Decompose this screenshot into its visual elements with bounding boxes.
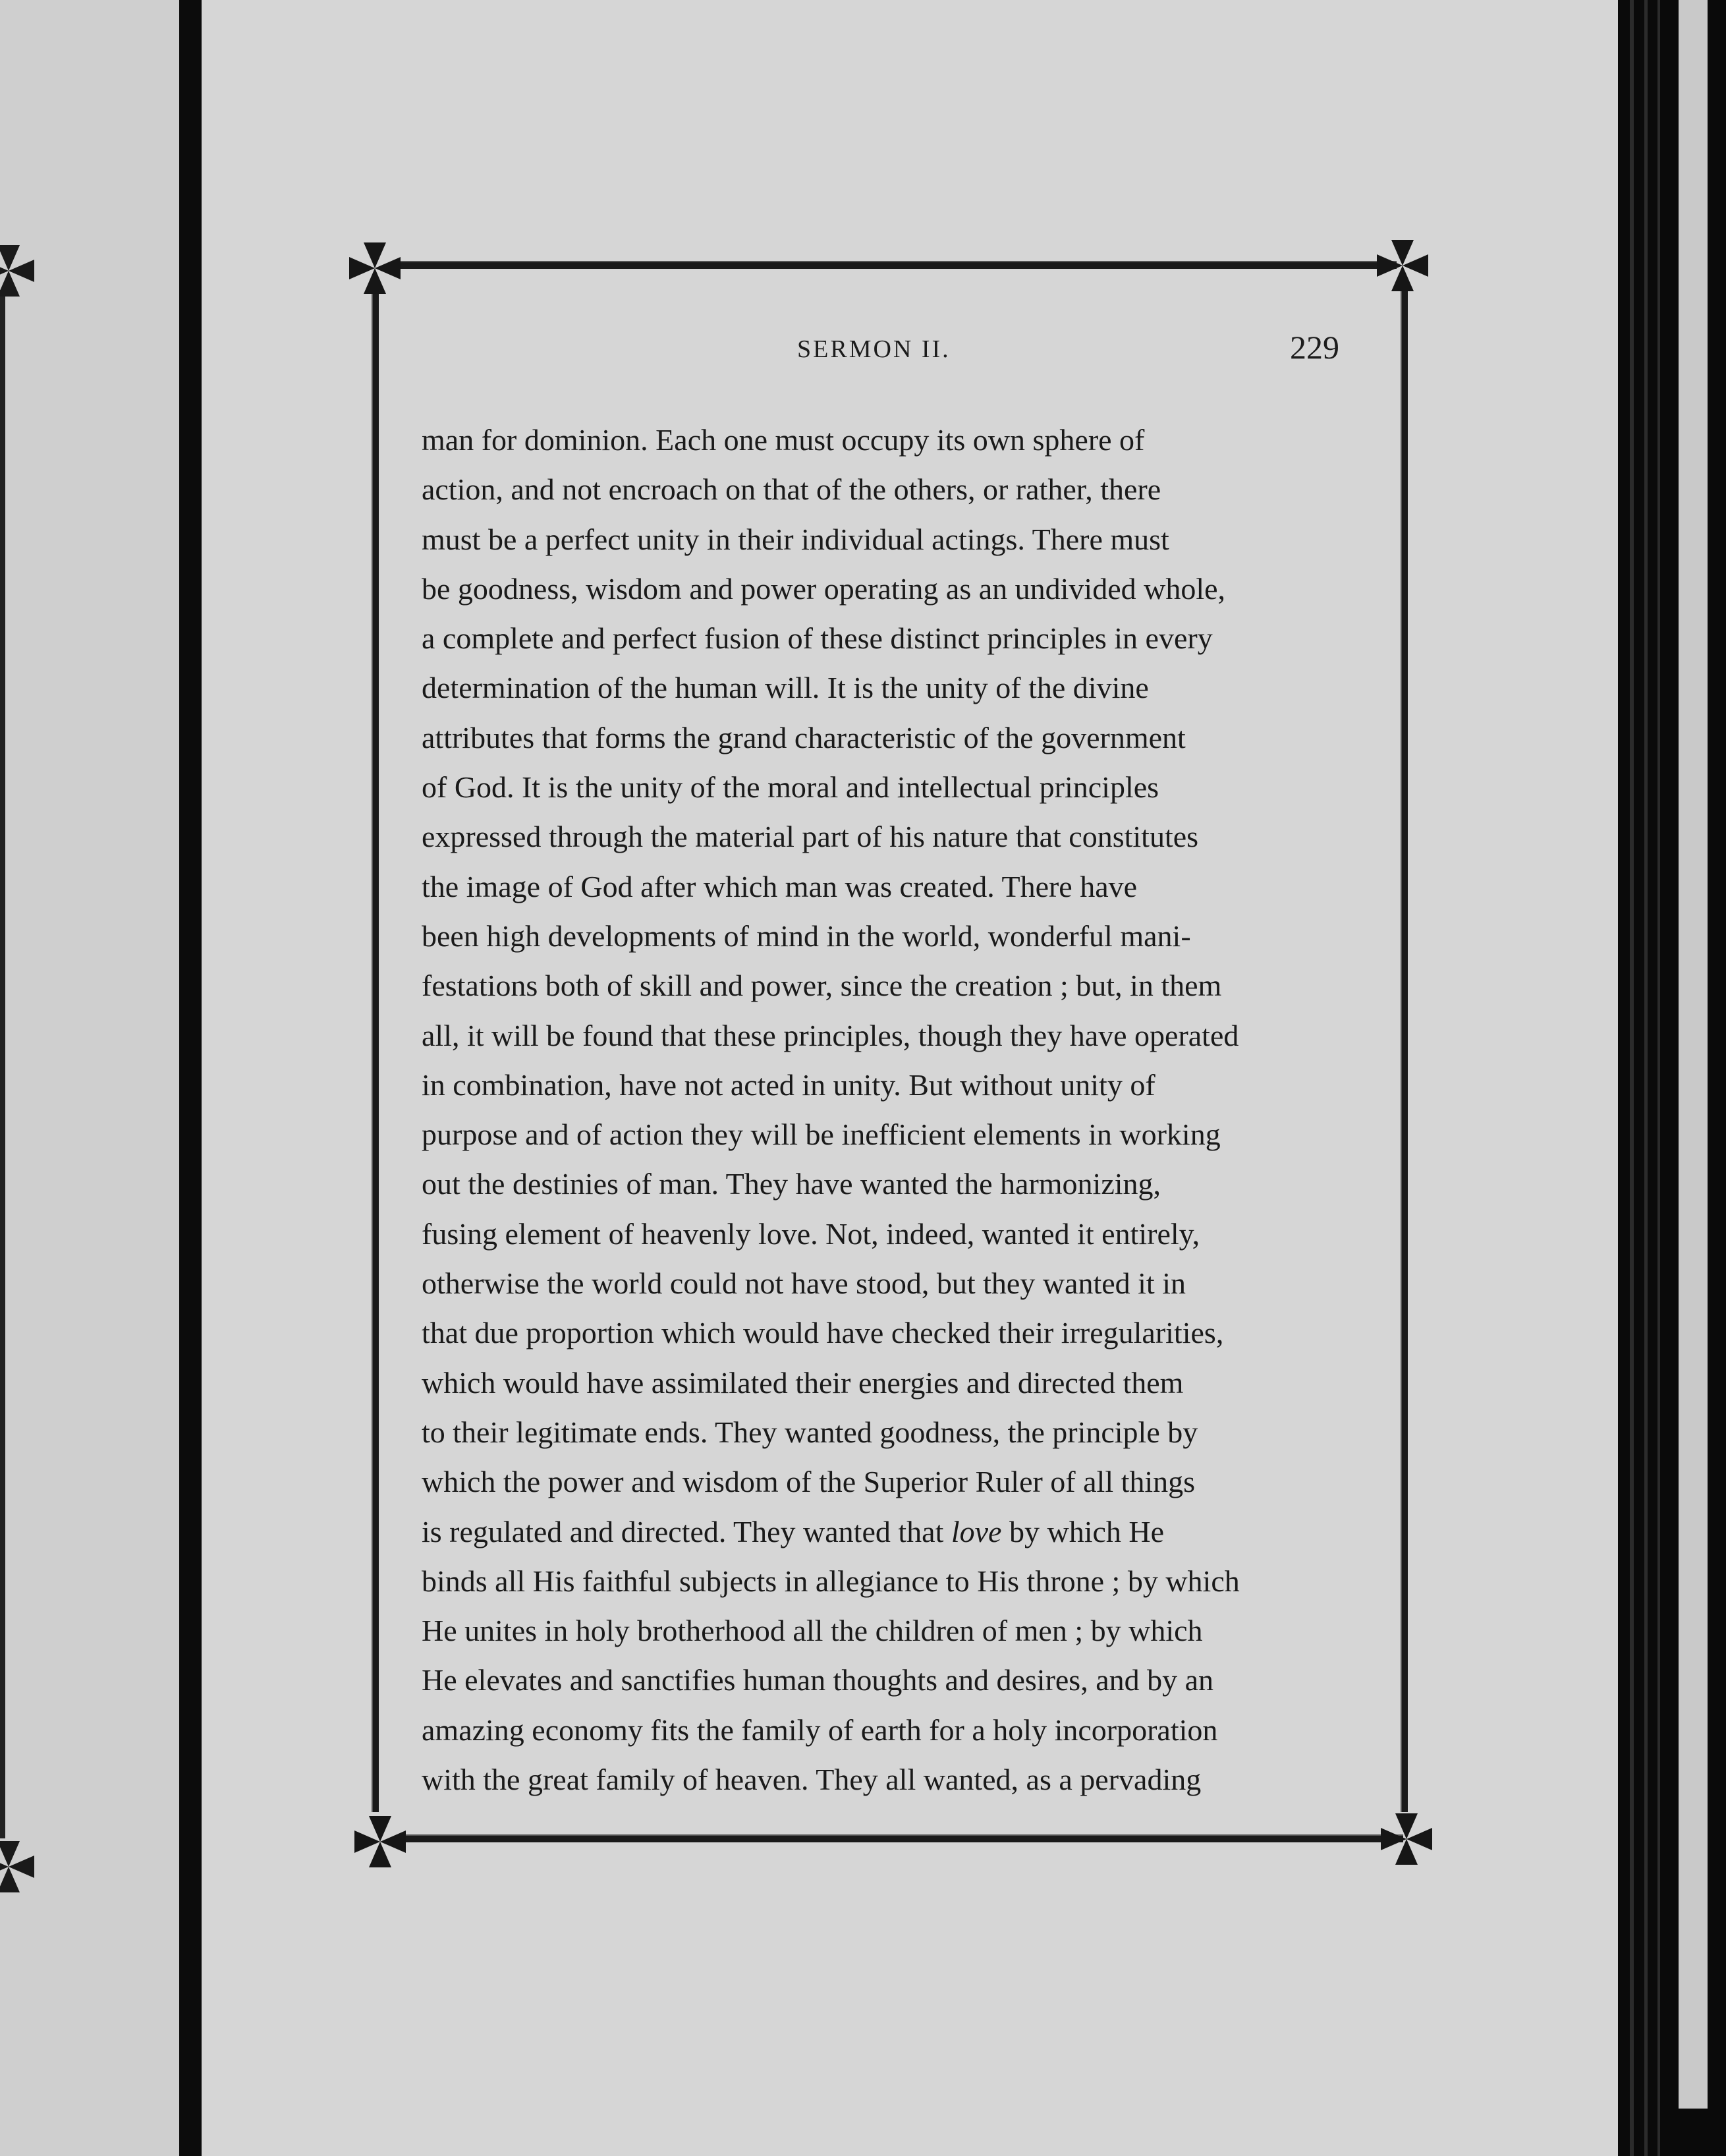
text-line: of God. It is the unity of the moral and intellectual principles [422, 770, 1159, 805]
italic-word: love [951, 1514, 1002, 1548]
text-line: amazing economy fits the family of earth for a holy incorporation [422, 1713, 1218, 1747]
text-line: must be a perfect unity in their individual actings. There must [422, 522, 1169, 556]
text-line: the image of God after which man was created. There have [422, 869, 1138, 903]
text-line: man for dominion. Each one must occupy its own sphere of [422, 423, 1145, 457]
text-segment: by which He [1001, 1514, 1165, 1548]
text-line: binds all His faithful subjects in allegiance to His throne ; by which [422, 1564, 1240, 1598]
text-line: in combination, have not acted in unity. But without unity of [422, 1067, 1155, 1102]
text-line: expressed through the material part of his nature that constitutes [422, 820, 1199, 854]
page-edge-light-strip [1679, 0, 1708, 2109]
maltese-cross-icon [1378, 1811, 1435, 1867]
text-line: festations both of skill and power, since the creation ; but, in them [422, 969, 1222, 1003]
frame-right-rule [1401, 290, 1408, 1812]
page-edge-line [1657, 0, 1660, 2156]
page-edge-line [1644, 0, 1648, 2156]
left-page-border-rule [0, 290, 5, 1838]
book-gutter [179, 0, 202, 2156]
frame-left-rule [372, 290, 379, 1812]
text-line: He elevates and sanctifies human thoughts and desires, and by an [422, 1663, 1214, 1697]
text-line: with the great family of heaven. They all wanted, as a pervading [422, 1763, 1202, 1797]
maltese-cross-icon [1374, 237, 1431, 294]
page-edge-stack [1618, 0, 1726, 2156]
page-edge-line [1630, 0, 1634, 2156]
text-line: out the destinies of man. They have wanted the harmonizing, [422, 1167, 1161, 1201]
text-line: all, it will be found that these principles, though they have operated [422, 1018, 1239, 1052]
maltese-cross-icon [347, 240, 403, 297]
maltese-cross-icon [0, 1838, 37, 1895]
text-line: been high developments of mind in the world, wonderful mani- [422, 919, 1191, 953]
text-line: attributes that forms the grand characteristic of the government [422, 720, 1186, 754]
maltese-cross-icon [0, 242, 37, 299]
frame-bottom-rule [402, 1834, 1403, 1842]
text-line-with-italic [422, 1507, 1348, 1556]
running-head: SERMON II. [797, 335, 951, 363]
text-segment: is regulated and directed. They wanted that [422, 1514, 951, 1548]
page-number: 229 [1290, 329, 1339, 366]
text-line: action, and not encroach on that of the others, or rather, there [422, 472, 1161, 507]
text-line: be goodness, wisdom and power operating as an undivided whole, [422, 571, 1226, 606]
text-line: fusing element of heavenly love. Not, indeed, wanted it entirely, [422, 1216, 1200, 1251]
maltese-cross-icon [352, 1813, 408, 1870]
text-line: that due proportion which would have checked their irregularities, [422, 1316, 1224, 1350]
text-line: He unites in holy brotherhood all the children of men ; by which [422, 1614, 1203, 1648]
text-line: to their legitimate ends. They wanted goodness, the principle by [422, 1415, 1198, 1449]
body-text [422, 415, 1348, 1804]
text-line: purpose and of action they will be inefficient elements in working [422, 1118, 1221, 1152]
text-line: otherwise the world could not have stood, but they wanted it in [422, 1266, 1186, 1301]
text-line: determination of the human will. It is the unity of the divine [422, 671, 1149, 705]
text-line: a complete and perfect fusion of these distinct principles in every [422, 621, 1213, 656]
left-facing-page [0, 0, 179, 2156]
text-line: which would have assimilated their energies and directed them [422, 1365, 1184, 1400]
frame-top-rule [395, 261, 1397, 269]
page-header [0, 328, 1726, 374]
text-line: which the power and wisdom of the Superior Ruler of all things [422, 1465, 1196, 1499]
